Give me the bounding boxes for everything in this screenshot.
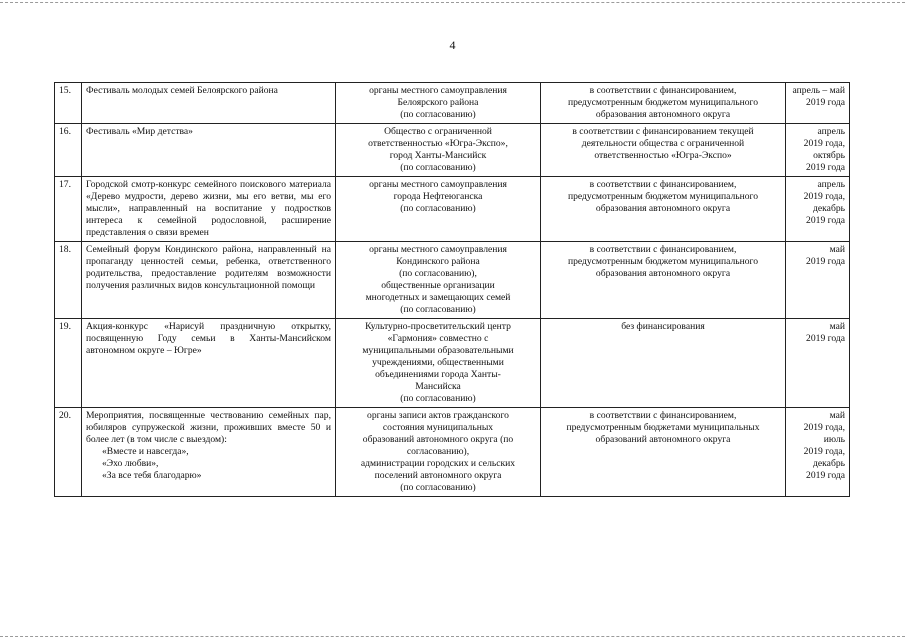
event-subitem: «Вместе и навсегда»,: [102, 446, 189, 457]
executor-line: поселений автономного округа: [374, 470, 502, 481]
executor-line: Мансийска: [415, 381, 461, 392]
executor-line: (по согласованию),: [399, 268, 477, 279]
financing-line: без финансирования: [621, 321, 705, 332]
executor-line: Белоярского района: [397, 97, 479, 108]
executor-cell: [336, 177, 541, 242]
event-text: Мероприятия, посвященные чествованию семейных пар, юбиляров супружеской жизни, проживших вместе 50 и более лет (в том числе с выездом):: [86, 410, 331, 445]
financing-cell: [541, 83, 786, 124]
financing-line: в соответствии с финансированием,: [589, 410, 737, 421]
page-number: 4: [449, 38, 456, 52]
financing-line: предусмотренным бюджетами муниципальных: [566, 422, 760, 433]
executor-line: Культурно-просветительский центр: [365, 321, 511, 332]
term-cell: [786, 408, 850, 497]
term-line: 2019 года: [806, 333, 845, 344]
table-row: [55, 177, 850, 242]
financing-cell: [541, 242, 786, 319]
financing-line: в соответствии с финансированием,: [589, 244, 737, 255]
event-cell: Семейный форум Кондинского района, направленный на пропаганду ценностей семьи, ребенка, ответственного родительства, предоставление родителям возможности получения различных видов консультационной помощи: [82, 242, 336, 319]
term-line: 2019 года: [806, 162, 845, 173]
financing-cell: [541, 408, 786, 497]
term-cell: [786, 83, 850, 124]
term-line: декабрь: [813, 203, 845, 214]
executor-line: города Нефтеюганска: [393, 191, 483, 202]
term-line: 2019 года,: [803, 422, 845, 433]
term-line: апрель: [817, 179, 845, 190]
term-line: 2019 года,: [803, 138, 845, 149]
row-number: 15.: [55, 83, 82, 124]
financing-line: образований автономного округа: [595, 434, 731, 445]
financing-line: предусмотренным бюджетом муниципального: [567, 256, 759, 267]
table-row: [55, 242, 850, 319]
event-cell: [82, 408, 336, 497]
financing-line: предусмотренным бюджетом муниципального: [567, 97, 759, 108]
financing-cell: [541, 319, 786, 408]
term-cell: [786, 124, 850, 177]
financing-line: деятельности общества с ограниченной: [581, 138, 745, 149]
executor-line: согласованию),: [406, 446, 470, 457]
financing-line: образования автономного округа: [595, 268, 731, 279]
executor-line: состояния муниципальных: [382, 422, 494, 433]
executor-cell: [336, 319, 541, 408]
term-line: 2019 года: [806, 97, 845, 108]
scan-edge-top: [0, 2, 905, 3]
executor-line: (по согласованию): [400, 162, 476, 173]
executor-line: администрации городских и сельских: [360, 458, 516, 469]
executor-line: (по согласованию): [400, 393, 476, 404]
term-line: июль: [823, 434, 845, 445]
row-number: 16.: [55, 124, 82, 177]
event-cell: Акция-конкурс «Нарисуй праздничную открытку, посвященную Году семьи в Ханты-Мансийском автономном округе – Югре»: [82, 319, 336, 408]
executor-line: органы записи актов гражданского: [367, 410, 509, 421]
event-cell: Городской смотр-конкурс семейного поискового материала «Дерево мудрости, дерево жизни, мы его ветви, мы его мысли», направленный на воспитание у подростков интереса к семейной родословной, расширение представления о связи времен: [82, 177, 336, 242]
executor-line: общественные организации: [381, 280, 495, 291]
event-subitem: «Эхо любви»,: [102, 458, 159, 469]
term-line: 2019 года: [806, 256, 845, 267]
financing-cell: [541, 177, 786, 242]
executor-line: органы местного самоуправления: [369, 244, 507, 255]
executor-line: (по согласованию): [400, 304, 476, 315]
term-line: декабрь: [813, 458, 845, 469]
executor-line: органы местного самоуправления: [369, 179, 507, 190]
scan-edge-bottom: [0, 636, 905, 637]
term-line: апрель – май: [792, 85, 845, 96]
event-subitem: «За все тебя благодарю»: [102, 470, 202, 481]
executor-line: (по согласованию): [400, 203, 476, 214]
table-row: [55, 83, 850, 124]
financing-line: в соответствии с финансированием,: [589, 179, 737, 190]
term-line: май: [829, 321, 845, 332]
term-cell: [786, 177, 850, 242]
financing-line: образования автономного округа: [595, 109, 731, 120]
executor-cell: [336, 83, 541, 124]
term-line: 2019 года,: [803, 446, 845, 457]
financing-line: в соответствии с финансированием текущей: [572, 126, 754, 137]
table-row: [55, 408, 850, 497]
term-line: 2019 года,: [803, 191, 845, 202]
event-cell: Фестиваль «Мир детства»: [82, 124, 336, 177]
table-row: [55, 124, 850, 177]
executor-line: Общество с ограниченной: [384, 126, 492, 137]
term-line: октябрь: [813, 150, 845, 161]
term-cell: [786, 319, 850, 408]
executor-cell: [336, 408, 541, 497]
financing-line: образования автономного округа: [595, 203, 731, 214]
executor-cell: [336, 242, 541, 319]
executor-line: город Ханты-Мансийск: [389, 150, 487, 161]
executor-line: образований автономного округа (по: [362, 434, 514, 445]
executor-line: «Гармония» совместно с: [387, 333, 489, 344]
executor-line: ответственностью «Югра-Экспо»,: [368, 138, 508, 149]
term-line: 2019 года: [806, 215, 845, 226]
executor-line: многодетных и замещающих семей: [365, 292, 511, 303]
executor-cell: [336, 124, 541, 177]
row-number: 20.: [55, 408, 82, 497]
financing-cell: [541, 124, 786, 177]
term-line: май: [829, 244, 845, 255]
financing-line: предусмотренным бюджетом муниципального: [567, 191, 759, 202]
financing-line: ответственностью «Югра-Экспо»: [594, 150, 732, 161]
row-number: 17.: [55, 177, 82, 242]
term-line: 2019 года: [806, 470, 845, 481]
table-row: [55, 319, 850, 408]
term-line: апрель: [817, 126, 845, 137]
executor-line: (по согласованию): [400, 109, 476, 120]
executor-line: Кондинского района: [396, 256, 480, 267]
row-number: 19.: [55, 319, 82, 408]
financing-line: в соответствии с финансированием,: [589, 85, 737, 96]
executor-line: муниципальными образовательными: [362, 345, 514, 356]
row-number: 18.: [55, 242, 82, 319]
term-cell: [786, 242, 850, 319]
term-line: май: [829, 410, 845, 421]
event-cell: Фестиваль молодых семей Белоярского района: [82, 83, 336, 124]
events-table: [54, 82, 850, 497]
executor-line: объединениями города Ханты-: [375, 369, 501, 380]
executor-line: учреждениями, общественными: [372, 357, 504, 368]
executor-line: (по согласованию): [400, 482, 476, 493]
executor-line: органы местного самоуправления: [369, 85, 507, 96]
